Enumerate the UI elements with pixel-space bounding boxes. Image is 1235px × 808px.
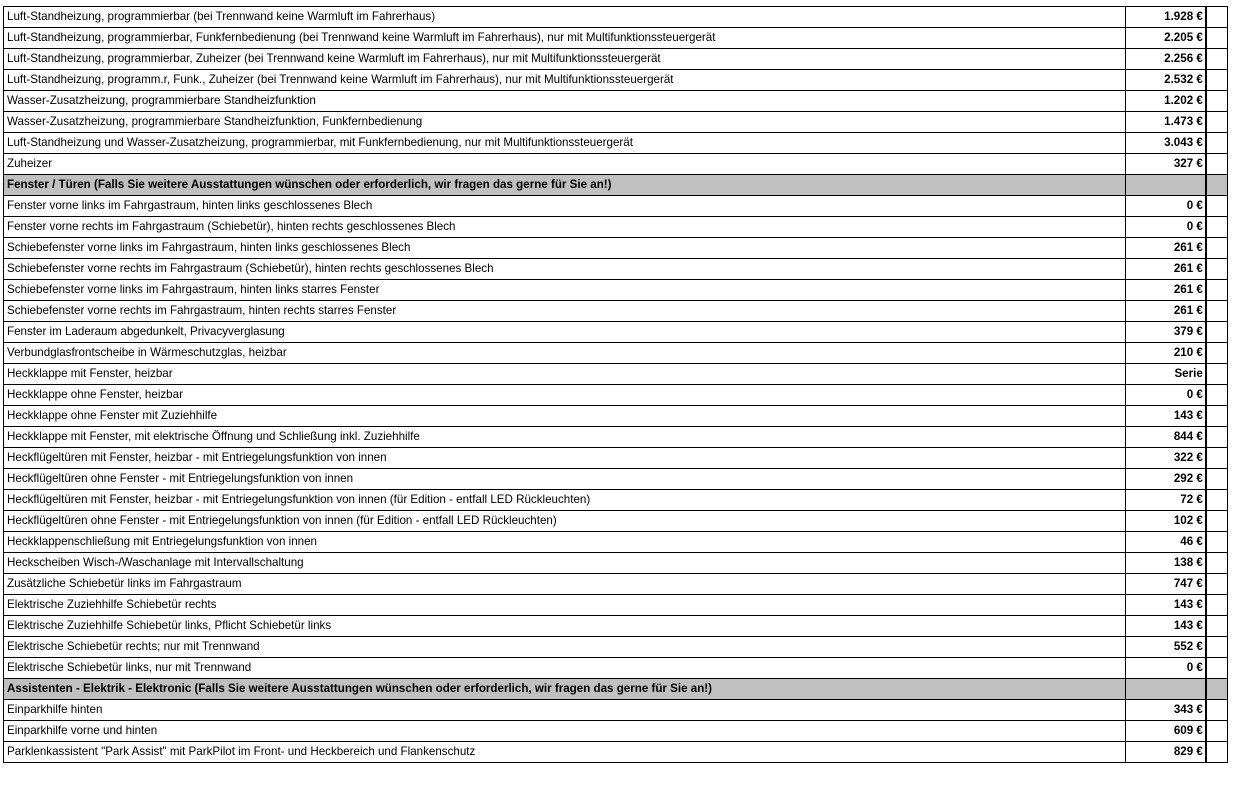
item-description: Heckflügeltüren mit Fenster, heizbar - mit Entriegelungsfunktion von innen (für Edition - entfall LED Rückleuchten) (4, 490, 1126, 511)
item-description: Fenster vorne links im Fahrgastraum, hinten links geschlossenes Blech (4, 196, 1126, 217)
item-description: Schiebefenster vorne rechts im Fahrgastraum, hinten rechts starres Fenster (4, 301, 1126, 322)
item-price: 829 € (1126, 742, 1206, 763)
item-description: Heckklappenschließung mit Entriegelungsfunktion von innen (4, 532, 1126, 553)
item-price: 138 € (1126, 553, 1206, 574)
section-title: Assistenten - Elektrik - Elektronic (Falls Sie weitere Ausstattungen wünschen oder erforderlich, wir fragen das gerne für Sie an!) (4, 679, 1126, 700)
empty-cell (1206, 679, 1228, 700)
table-row (4, 133, 1228, 154)
table-row (4, 217, 1228, 238)
table-row (4, 490, 1228, 511)
empty-cell (1206, 154, 1228, 175)
empty-cell (1206, 385, 1228, 406)
item-description: Zuheizer (4, 154, 1126, 175)
item-description: Schiebefenster vorne links im Fahrgastraum, hinten links starres Fenster (4, 280, 1126, 301)
table-row (4, 364, 1228, 385)
item-price (1126, 679, 1206, 700)
item-description: Elektrische Schiebetür links, nur mit Trennwand (4, 658, 1126, 679)
item-description: Heckflügeltüren ohne Fenster - mit Entriegelungsfunktion von innen (4, 469, 1126, 490)
table-row (4, 616, 1228, 637)
item-price: 46 € (1126, 532, 1206, 553)
item-price: 2.205 € (1126, 28, 1206, 49)
table-row (4, 280, 1228, 301)
item-price: 261 € (1126, 238, 1206, 259)
empty-cell (1206, 427, 1228, 448)
empty-cell (1206, 364, 1228, 385)
item-description: Luft-Standheizung, programmierbar (bei Trennwand keine Warmluft im Fahrerhaus) (4, 7, 1126, 28)
item-price: 143 € (1126, 595, 1206, 616)
empty-cell (1206, 343, 1228, 364)
item-price: 0 € (1126, 385, 1206, 406)
item-description: Luft-Standheizung, programmierbar, Funkfernbedienung (bei Trennwand keine Warmluft im Fahrerhaus), nur mit Multifunktionssteuergerät (4, 28, 1126, 49)
item-description: Heckklappe mit Fenster, heizbar (4, 364, 1126, 385)
item-price: 747 € (1126, 574, 1206, 595)
empty-cell (1206, 175, 1228, 196)
table-row (4, 448, 1228, 469)
item-price: 322 € (1126, 448, 1206, 469)
table-row (4, 343, 1228, 364)
empty-cell (1206, 49, 1228, 70)
item-price: 379 € (1126, 322, 1206, 343)
item-description: Luft-Standheizung, programmierbar, Zuheizer (bei Trennwand keine Warmluft im Fahrerhaus), nur mit Multifunktionssteuergerät (4, 49, 1126, 70)
item-description: Wasser-Zusatzheizung, programmierbare Standheizfunktion, Funkfernbedienung (4, 112, 1126, 133)
table-row (4, 259, 1228, 280)
item-price: 1.202 € (1126, 91, 1206, 112)
item-price: 72 € (1126, 490, 1206, 511)
item-price: 343 € (1126, 700, 1206, 721)
empty-cell (1206, 616, 1228, 637)
item-description: Heckflügeltüren mit Fenster, heizbar - mit Entriegelungsfunktion von innen (4, 448, 1126, 469)
item-price: 1.473 € (1126, 112, 1206, 133)
table-row (4, 595, 1228, 616)
item-description: Elektrische Schiebetür rechts; nur mit Trennwand (4, 637, 1126, 658)
item-price: 143 € (1126, 616, 1206, 637)
item-price: 3.043 € (1126, 133, 1206, 154)
empty-cell (1206, 700, 1228, 721)
table-row (4, 49, 1228, 70)
item-price: 261 € (1126, 280, 1206, 301)
empty-cell (1206, 238, 1228, 259)
empty-cell (1206, 28, 1228, 49)
table-row (4, 427, 1228, 448)
item-price: 552 € (1126, 637, 1206, 658)
item-price: 327 € (1126, 154, 1206, 175)
item-description: Einparkhilfe vorne und hinten (4, 721, 1126, 742)
empty-cell (1206, 217, 1228, 238)
item-description: Elektrische Zuziehhilfe Schiebetür rechts (4, 595, 1126, 616)
table-row (4, 385, 1228, 406)
item-price (1126, 175, 1206, 196)
item-price: 2.532 € (1126, 70, 1206, 91)
item-description: Heckflügeltüren ohne Fenster - mit Entriegelungsfunktion von innen (für Edition - entfall LED Rückleuchten) (4, 511, 1126, 532)
table-row (4, 553, 1228, 574)
item-price: 0 € (1126, 196, 1206, 217)
item-price: 609 € (1126, 721, 1206, 742)
table-row (4, 196, 1228, 217)
item-description: Wasser-Zusatzheizung, programmierbare Standheizfunktion (4, 91, 1126, 112)
item-price: 2.256 € (1126, 49, 1206, 70)
table-row (4, 7, 1228, 28)
empty-cell (1206, 658, 1228, 679)
table-row (4, 154, 1228, 175)
section-header-row (4, 175, 1228, 196)
item-description: Zusätzliche Schiebetür links im Fahrgastraum (4, 574, 1126, 595)
table-row (4, 532, 1228, 553)
item-description: Elektrische Zuziehhilfe Schiebetür links, Pflicht Schiebetür links (4, 616, 1126, 637)
table-row (4, 574, 1228, 595)
item-price: 210 € (1126, 343, 1206, 364)
empty-cell (1206, 322, 1228, 343)
item-description: Fenster im Laderaum abgedunkelt, Privacyverglasung (4, 322, 1126, 343)
empty-cell (1206, 742, 1228, 763)
empty-cell (1206, 721, 1228, 742)
item-price: 0 € (1126, 217, 1206, 238)
empty-cell (1206, 7, 1228, 28)
table-row (4, 91, 1228, 112)
item-description: Parklenkassistent "Park Assist" mit ParkPilot im Front- und Heckbereich und Flankenschutz (4, 742, 1126, 763)
table-row (4, 70, 1228, 91)
item-description: Fenster vorne rechts im Fahrgastraum (Schiebetür), hinten rechts geschlossenes Blech (4, 217, 1126, 238)
item-description: Schiebefenster vorne links im Fahrgastraum, hinten links geschlossenes Blech (4, 238, 1126, 259)
empty-cell (1206, 532, 1228, 553)
empty-cell (1206, 70, 1228, 91)
item-price: 844 € (1126, 427, 1206, 448)
item-description: Heckscheiben Wisch-/Waschanlage mit Intervallschaltung (4, 553, 1126, 574)
empty-cell (1206, 574, 1228, 595)
table-row (4, 658, 1228, 679)
empty-cell (1206, 91, 1228, 112)
empty-cell (1206, 469, 1228, 490)
table-row (4, 112, 1228, 133)
table-row (4, 301, 1228, 322)
empty-cell (1206, 280, 1228, 301)
empty-cell (1206, 595, 1228, 616)
item-price: 102 € (1126, 511, 1206, 532)
item-price: 292 € (1126, 469, 1206, 490)
table-row (4, 238, 1228, 259)
item-price: 0 € (1126, 658, 1206, 679)
item-price: 261 € (1126, 301, 1206, 322)
empty-cell (1206, 553, 1228, 574)
item-description: Heckklappe ohne Fenster mit Zuziehhilfe (4, 406, 1126, 427)
price-list-body (4, 7, 1228, 763)
item-price: Serie (1126, 364, 1206, 385)
table-row (4, 406, 1228, 427)
table-row (4, 742, 1228, 763)
item-description: Einparkhilfe hinten (4, 700, 1126, 721)
item-price: 261 € (1126, 259, 1206, 280)
table-row (4, 700, 1228, 721)
price-list-table (3, 6, 1228, 763)
empty-cell (1206, 448, 1228, 469)
table-row (4, 28, 1228, 49)
empty-cell (1206, 490, 1228, 511)
table-row (4, 721, 1228, 742)
section-title: Fenster / Türen (Falls Sie weitere Ausstattungen wünschen oder erforderlich, wir fragen das gerne für Sie an!) (4, 175, 1126, 196)
item-description: Luft-Standheizung, programm.r, Funk., Zuheizer (bei Trennwand keine Warmluft im Fahrerhaus), nur mit Multifunktionssteuergerät (4, 70, 1126, 91)
table-row (4, 637, 1228, 658)
item-description: Heckklappe mit Fenster, mit elektrische Öffnung und Schließung inkl. Zuziehhilfe (4, 427, 1126, 448)
empty-cell (1206, 112, 1228, 133)
item-price: 1.928 € (1126, 7, 1206, 28)
table-row (4, 469, 1228, 490)
empty-cell (1206, 259, 1228, 280)
item-price: 143 € (1126, 406, 1206, 427)
empty-cell (1206, 406, 1228, 427)
empty-cell (1206, 637, 1228, 658)
empty-cell (1206, 196, 1228, 217)
item-description: Luft-Standheizung und Wasser-Zusatzheizung, programmierbar, mit Funkfernbedienung, nur mit Multifunktionssteuergerät (4, 133, 1126, 154)
empty-cell (1206, 133, 1228, 154)
item-description: Verbundglasfrontscheibe in Wärmeschutzglas, heizbar (4, 343, 1126, 364)
table-row (4, 322, 1228, 343)
empty-cell (1206, 511, 1228, 532)
empty-cell (1206, 301, 1228, 322)
section-header-row (4, 679, 1228, 700)
table-row (4, 511, 1228, 532)
item-description: Heckklappe ohne Fenster, heizbar (4, 385, 1126, 406)
item-description: Schiebefenster vorne rechts im Fahrgastraum (Schiebetür), hinten rechts geschlossenes Blech (4, 259, 1126, 280)
